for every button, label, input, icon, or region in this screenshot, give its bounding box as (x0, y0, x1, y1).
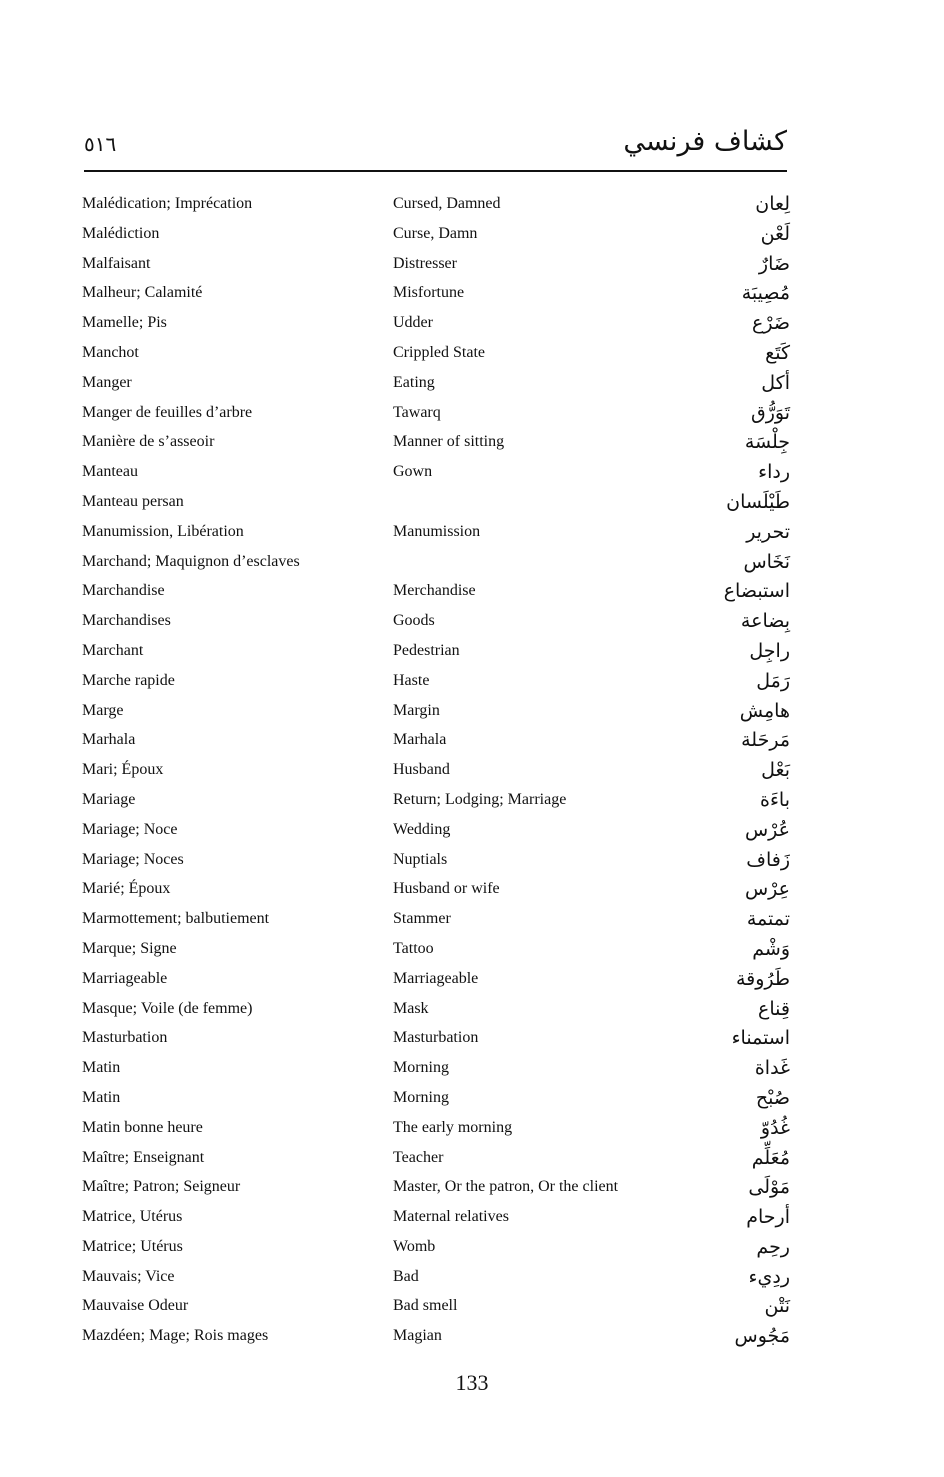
index-entry-row (82, 1202, 790, 1232)
french-term: Marchandise (82, 582, 165, 600)
english-term: Bad smell (393, 1297, 458, 1315)
french-term: Mazdéen; Mage; Rois mages (82, 1327, 269, 1345)
index-entry-row (82, 696, 790, 726)
french-term: Malfaisant (82, 254, 151, 272)
index-entry-row (82, 1172, 790, 1202)
english-term: Bad (393, 1267, 419, 1285)
english-term: Merchandise (393, 582, 476, 600)
english-term: Manner of sitting (393, 433, 505, 451)
index-entry-row (82, 368, 790, 398)
arabic-term: راجِل (749, 639, 790, 662)
arabic-term: استبضاع (723, 580, 790, 603)
french-term: Mari; Époux (82, 761, 164, 779)
arabic-term: رداء (758, 461, 790, 484)
arabic-term: ردِيء (748, 1265, 790, 1288)
english-term: Mask (393, 999, 429, 1017)
english-term: Wedding (393, 820, 451, 838)
english-term: Misfortune (393, 284, 465, 302)
index-entry-row (82, 1262, 790, 1292)
index-entry-row (82, 517, 790, 547)
arabic-term: صُبْح (755, 1086, 790, 1109)
arabic-term: أكل (761, 371, 790, 394)
index-entry-row (82, 1321, 790, 1351)
arabic-term: رحِم (756, 1235, 790, 1258)
english-term: Haste (393, 671, 430, 689)
index-entry-row (82, 845, 790, 875)
english-term: Morning (393, 1059, 449, 1077)
arabic-term: لَعْن (760, 222, 790, 245)
english-term: Margin (393, 701, 440, 719)
arabic-term: عُرْس (744, 818, 790, 841)
header-rule (84, 170, 787, 172)
arabic-term: أرحام (746, 1206, 790, 1229)
french-term: Matrice; Utérus (82, 1237, 183, 1255)
index-entry-row (82, 904, 790, 934)
index-entry-row (82, 1053, 790, 1083)
english-term: Masturbation (393, 1029, 479, 1047)
index-entry-row (82, 1113, 790, 1143)
index-entry-row (82, 666, 790, 696)
index-entry-row (82, 606, 790, 636)
french-term: Marmottement; balbutiement (82, 910, 270, 928)
french-term: Maître; Patron; Seigneur (82, 1178, 241, 1196)
index-entry-row (82, 457, 790, 487)
index-entry-row (82, 874, 790, 904)
french-term: Manteau persan (82, 492, 184, 510)
index-entry-row (82, 1083, 790, 1113)
arabic-term: كَتَع (765, 341, 790, 364)
arabic-term: مَرحَلة (741, 729, 790, 752)
english-term: Curse, Damn (393, 224, 478, 242)
arabic-term: جِلْسَة (744, 431, 790, 454)
index-entries (82, 189, 790, 1351)
english-term: Pedestrian (393, 641, 460, 659)
index-entry-row (82, 487, 790, 517)
arabic-term: مُصِيبَة (741, 282, 790, 305)
french-term: Mauvais; Vice (82, 1267, 175, 1285)
french-term: Mauvaise Odeur (82, 1297, 189, 1315)
index-entry-row (82, 219, 790, 249)
arabic-term: طَيْلَسان (726, 490, 790, 513)
arabic-term: نَتْن (764, 1295, 790, 1318)
french-term: Malheur; Calamité (82, 284, 203, 302)
arabic-term: قِناع (758, 997, 790, 1020)
index-entry-row (82, 189, 790, 219)
french-term: Manumission, Libération (82, 522, 244, 540)
french-term: Manière de s’asseoir (82, 433, 215, 451)
arabic-term: وَشْم (752, 937, 790, 960)
english-term: The early morning (393, 1118, 513, 1136)
index-entry-row (82, 964, 790, 994)
french-term: Marchand; Maquignon d’esclaves (82, 552, 300, 570)
english-term: Crippled State (393, 343, 485, 361)
english-term: Eating (393, 373, 435, 391)
arabic-term: تحرير (746, 520, 790, 543)
french-term: Manteau (82, 463, 138, 481)
arabic-term: بِضاعة (740, 610, 790, 633)
english-term: Tattoo (393, 939, 434, 957)
french-term: Matin (82, 1059, 121, 1077)
arabic-term: تَوَرُّق (750, 401, 790, 424)
arabic-term: مُعَلِّم (751, 1146, 790, 1169)
index-entry-row (82, 249, 790, 279)
english-term: Womb (393, 1237, 436, 1255)
english-term: Stammer (393, 910, 451, 928)
french-term: Mariage; Noces (82, 850, 184, 868)
arabic-term: هامِش (739, 699, 790, 722)
arabic-term: غَداة (754, 1057, 790, 1080)
french-term: Marié; Époux (82, 880, 171, 898)
french-term: Malédiction (82, 224, 160, 242)
index-entry-row (82, 278, 790, 308)
french-term: Marchandises (82, 612, 171, 630)
english-term: Master, Or the patron, Or the client (393, 1178, 619, 1196)
arabic-term: بَعْل (761, 759, 790, 782)
french-term: Matin bonne heure (82, 1118, 203, 1136)
index-entry-row (82, 1143, 790, 1173)
english-term: Nuptials (393, 850, 448, 868)
index-entry-row (82, 547, 790, 577)
arabic-term: تمتمة (746, 908, 790, 931)
french-term: Marhala (82, 731, 136, 749)
english-term: Morning (393, 1088, 449, 1106)
english-term: Goods (393, 612, 435, 630)
index-entry-row (82, 1291, 790, 1321)
english-term: Return; Lodging; Marriage (393, 790, 567, 808)
index-entry-row (82, 1023, 790, 1053)
english-term: Cursed, Damned (393, 195, 501, 212)
index-entry-row (82, 1232, 790, 1262)
index-entry-row (82, 398, 790, 428)
french-term: Malédication; Imprécation (82, 195, 253, 212)
english-term: Marhala (393, 731, 447, 749)
english-term: Gown (393, 463, 433, 481)
arabic-term: باءَة (760, 788, 790, 811)
index-entry-row (82, 994, 790, 1024)
arabic-term: استمناء (731, 1027, 790, 1050)
french-term: Manger de feuilles d’arbre (82, 403, 253, 421)
french-term: Marge (82, 701, 124, 719)
french-term: Matrice, Utérus (82, 1208, 183, 1226)
french-term: Masque; Voile (de femme) (82, 999, 253, 1017)
index-entry-row (82, 934, 790, 964)
english-term: Udder (393, 314, 433, 332)
page-number: 133 (455, 1370, 489, 1395)
arabic-term: رَمَل (756, 669, 790, 692)
index-entry-row (82, 636, 790, 666)
index-entry-row (82, 785, 790, 815)
french-term: Masturbation (82, 1029, 168, 1047)
french-term: Maître; Enseignant (82, 1148, 205, 1166)
english-term: Distresser (393, 254, 457, 272)
index-entry-row (82, 576, 790, 606)
index-entry-row (82, 725, 790, 755)
french-term: Manger (82, 373, 132, 391)
arabic-term: ضَرْع (752, 312, 790, 335)
arabic-term: طَرُوقة (735, 967, 790, 990)
english-term: Marriageable (393, 969, 479, 987)
french-term: Marque; Signe (82, 939, 177, 957)
arabic-term: عِرْس (744, 878, 790, 901)
french-term: Marchant (82, 641, 144, 659)
french-term: Marche rapide (82, 671, 175, 689)
index-entry-row (82, 308, 790, 338)
english-term: Husband or wife (393, 880, 500, 898)
index-entry-row (82, 815, 790, 845)
arabic-term: ضَارٌ (758, 252, 790, 275)
english-term: Tawarq (393, 403, 441, 421)
french-term: Matin (82, 1088, 121, 1106)
english-term: Maternal relatives (393, 1208, 509, 1226)
index-entry-row (82, 755, 790, 785)
arabic-term: لِعان (755, 193, 790, 215)
english-term: Manumission (393, 522, 481, 540)
arabic-page-number: ٥١٦ (84, 134, 117, 156)
french-term: Marriageable (82, 969, 168, 987)
english-term: Teacher (393, 1148, 444, 1166)
arabic-term: زَفاف (746, 848, 790, 871)
index-entry-row (82, 338, 790, 368)
arabic-term: مَجُوس (734, 1325, 790, 1348)
page-header (84, 126, 787, 170)
index-entry-row (82, 427, 790, 457)
arabic-term: مَوْلَى (748, 1176, 790, 1199)
english-term: Magian (393, 1327, 442, 1345)
french-term: Mariage (82, 790, 136, 808)
english-term: Husband (393, 761, 450, 779)
arabic-term: غُدُوّ (760, 1116, 790, 1139)
running-title: كشاف فرنسي (623, 126, 787, 157)
arabic-term: نَخَاس (743, 550, 790, 573)
french-term: Mamelle; Pis (82, 314, 167, 332)
french-term: Manchot (82, 343, 139, 361)
french-term: Mariage; Noce (82, 820, 178, 838)
